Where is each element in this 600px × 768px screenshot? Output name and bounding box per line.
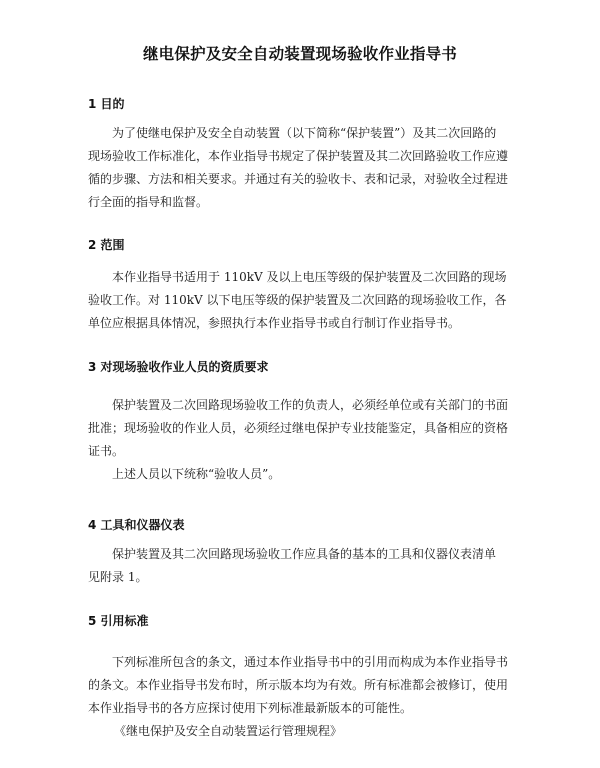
section-1-line: 循的步骤、方法和相关要求。并通过有关的验收卡、表和记录，对验收全过程进: [88, 172, 509, 186]
section-5-body: [88, 651, 520, 743]
section-2-line: 单位应根据具体情况，参照执行本作业指导书或自行制订作业指导书。: [88, 316, 461, 330]
section-4-line: 见附录 1。: [88, 570, 148, 584]
section-2-body: [88, 266, 520, 335]
document-title: 继电保护及安全自动装置现场验收作业指导书: [142, 45, 457, 63]
section-1-heading: 1 目的: [88, 97, 125, 111]
section-3-body: [88, 394, 520, 486]
section-3-line: 批准；现场验收的作业人员，必须经过继电保护专业技能鉴定，具备相应的资格: [88, 421, 509, 435]
section-4-line: 保护装置及其二次回路现场验收工作应具备的基本的工具和仪器仪表清单: [112, 547, 497, 561]
section-1-line: 现场验收工作标准化，本作业指导书规定了保护装置及其二次回路验收工作应遵: [88, 149, 509, 163]
section-5-line: 的条文。本作业指导书发布时，所示版本均为有效。所有标准都会被修订，使用: [88, 678, 509, 692]
section-3-heading: 3 对现场验收作业人员的资质要求: [88, 360, 269, 374]
section-1-line: 为了使继电保护及安全自动装置（以下简称“保护装置”）及其二次回路的: [112, 126, 497, 140]
section-5-line: 《继电保护及安全自动装置运行管理规程》: [114, 724, 343, 738]
section-4-heading: 4 工具和仪器仪表: [88, 518, 185, 532]
section-5-heading: 5 引用标准: [88, 614, 149, 628]
section-3-line: 保护装置及二次回路现场验收工作的负责人，必须经单位或有关部门的书面: [112, 398, 509, 412]
section-3-line: 证书。: [88, 444, 125, 458]
section-2-line: 本作业指导书适用于 110kV 及以上电压等级的保护装置及二次回路的现场: [112, 270, 507, 284]
section-1-line: 行全面的指导和监督。: [88, 195, 209, 209]
section-5-line: 下列标准所包含的条文，通过本作业指导书中的引用而构成为本作业指导书: [112, 655, 509, 669]
section-2-heading: 2 范围: [88, 238, 125, 252]
section-3-line: 上述人员以下统称“验收人员”。: [112, 467, 281, 481]
section-1-body: [88, 122, 520, 214]
section-2-line: 验收工作。对 110kV 以下电压等级的保护装置及二次回路的现场验收工作，各: [88, 293, 507, 307]
section-5-line: 本作业指导书的各方应探讨使用下列标准最新版本的可能性。: [88, 701, 413, 715]
section-4-body: [88, 543, 520, 589]
